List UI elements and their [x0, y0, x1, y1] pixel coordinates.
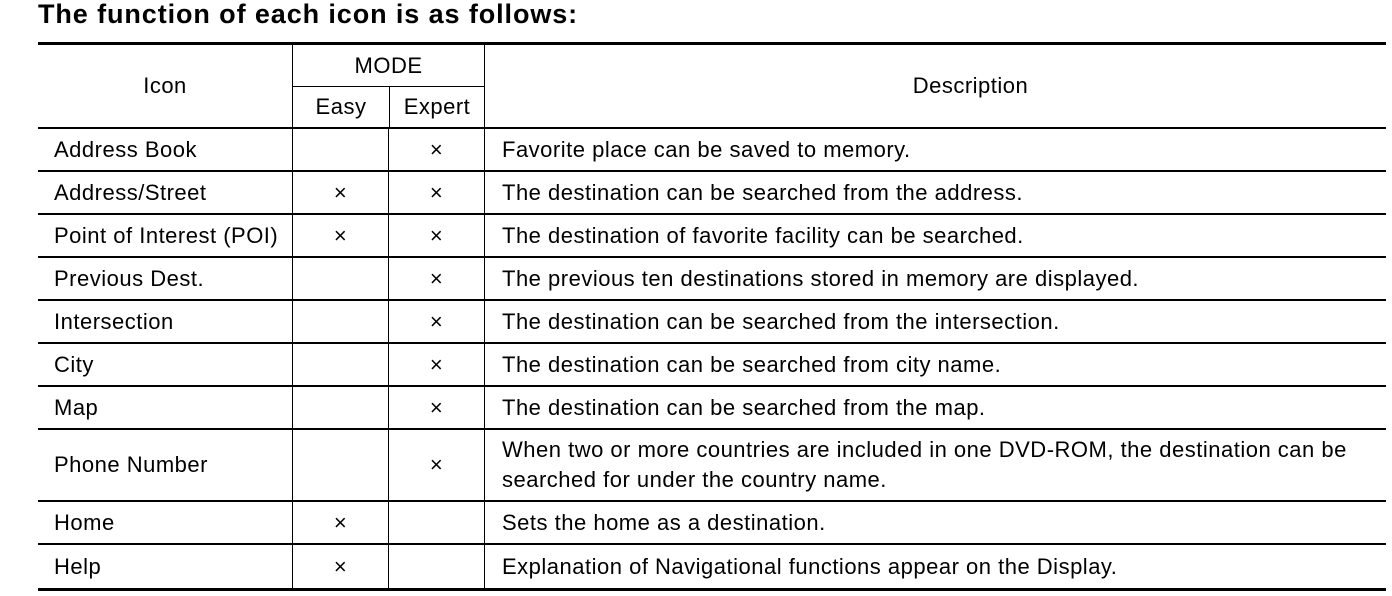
easy-mode-cell: [292, 344, 388, 385]
expert-mode-cell: ×: [388, 215, 484, 256]
header-icon: Icon: [143, 73, 187, 98]
table-row: [38, 129, 1386, 172]
expert-mode-cell: ×: [388, 430, 484, 500]
icon-name-cell: Address Book: [54, 136, 197, 162]
easy-mode-cell: ×: [292, 215, 388, 256]
easy-mode-cell: [292, 387, 388, 428]
table-header: [38, 42, 1386, 129]
easy-mode-cell: [292, 258, 388, 299]
icon-name-cell: Previous Dest.: [54, 265, 205, 291]
description-cell: The destination can be searched from the intersection.: [484, 301, 1386, 342]
easy-mode-cell: [292, 301, 388, 342]
description-cell: Favorite place can be saved to memory.: [484, 129, 1386, 170]
icon-name-cell: Address/Street: [54, 179, 207, 205]
table-row: [38, 344, 1386, 387]
table-row: [38, 545, 1386, 591]
table-row: [38, 387, 1386, 430]
icon-name-cell: Help: [54, 553, 102, 579]
expert-mode-cell: ×: [388, 172, 484, 213]
description-cell: The previous ten destinations stored in memory are displayed.: [484, 258, 1386, 299]
easy-mode-cell: [292, 129, 388, 170]
icon-name-cell: City: [54, 351, 94, 377]
expert-mode-cell: ×: [388, 387, 484, 428]
icon-name-cell: Point of Interest (POI): [54, 222, 279, 248]
icon-name-cell: Home: [54, 509, 115, 535]
description-cell: When two or more countries are included in one DVD-ROM, the destination can be searched for under the country name.: [484, 430, 1386, 500]
easy-mode-cell: [292, 430, 388, 500]
description-cell: Explanation of Navigational functions appear on the Display.: [484, 545, 1386, 588]
easy-mode-cell: ×: [292, 545, 388, 588]
easy-mode-cell: ×: [292, 172, 388, 213]
icon-name-cell: Phone Number: [54, 452, 208, 477]
icon-name-cell: Intersection: [54, 308, 174, 334]
description-cell: The destination of favorite facility can be searched.: [484, 215, 1386, 256]
icon-name-cell: Map: [54, 394, 99, 420]
description-cell: The destination can be searched from city name.: [484, 344, 1386, 385]
easy-mode-cell: ×: [292, 502, 388, 543]
expert-mode-cell: [388, 545, 484, 588]
expert-mode-cell: [388, 502, 484, 543]
description-cell: Sets the home as a destination.: [484, 502, 1386, 543]
table-row: [38, 258, 1386, 301]
header-mode: MODE: [293, 45, 484, 87]
description-cell: The destination can be searched from the address.: [484, 172, 1386, 213]
expert-mode-cell: ×: [388, 129, 484, 170]
header-description: Description: [484, 45, 1386, 127]
expert-mode-cell: ×: [388, 301, 484, 342]
header-mode-group: [292, 45, 484, 127]
table-row: [38, 301, 1386, 344]
table-row: [38, 215, 1386, 258]
page-title: The function of each icon is as follows:: [38, 0, 579, 29]
header-mode-columns: [293, 87, 484, 127]
icon-function-table: [38, 42, 1386, 591]
table-row: [38, 430, 1386, 502]
table-row: [38, 172, 1386, 215]
expert-mode-cell: ×: [388, 258, 484, 299]
header-easy: Easy: [315, 94, 367, 119]
expert-mode-cell: ×: [388, 344, 484, 385]
header-expert: Expert: [389, 87, 484, 127]
description-cell: The destination can be searched from the map.: [484, 387, 1386, 428]
table-row: [38, 502, 1386, 545]
